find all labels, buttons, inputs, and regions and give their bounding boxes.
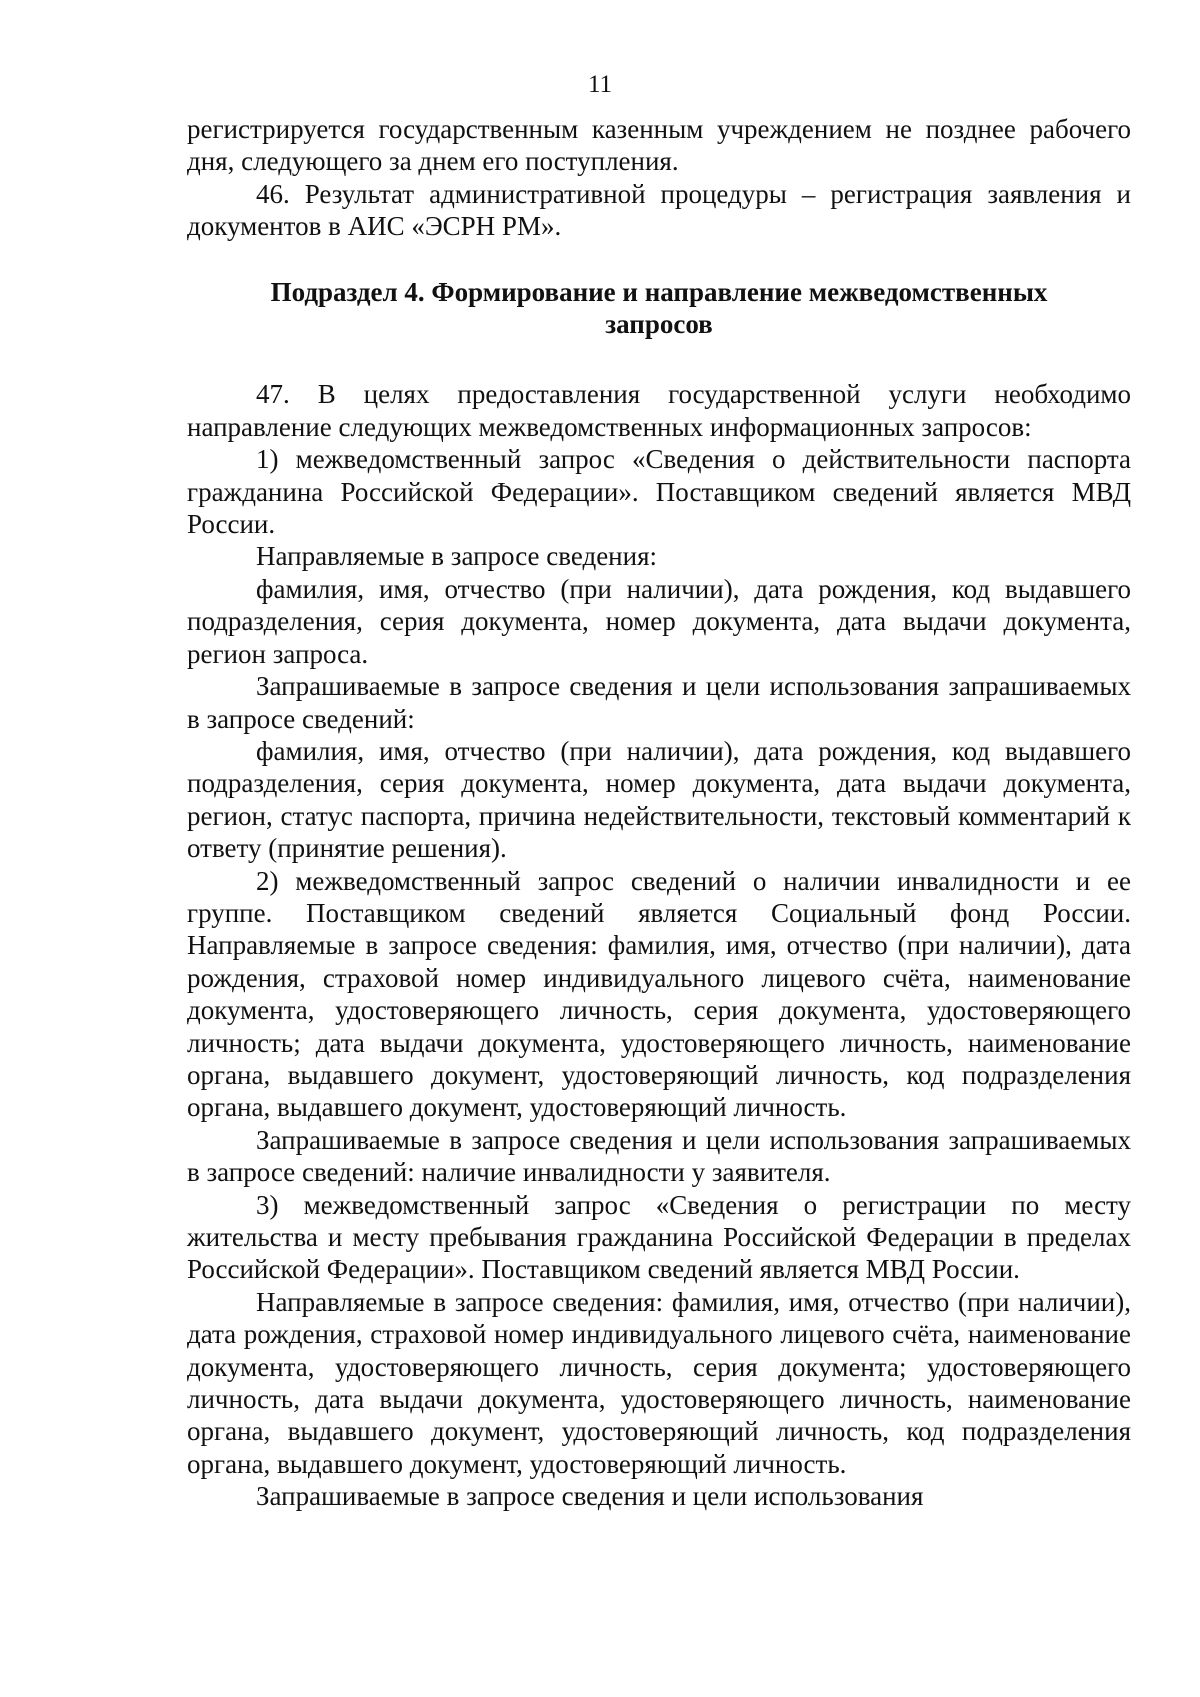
paragraph-continuation: регистрируется государственным казенным учреждением не позднее рабочего дня, следующего за днем его поступления. <box>187 114 1131 177</box>
document-body <box>187 113 1131 1513</box>
paragraph-requested-data-list: фамилия, имя, отчество (при наличии), дата рождения, код выдавшего подразделения, серия документа, номер документа, дата выдачи документа, регион, статус паспорта, причина недействительности, текстовый комментарий к ответу (принятие решения). <box>187 735 1131 864</box>
section-heading-line-2: запросов <box>605 309 713 340</box>
paragraph-requested-data-label: Запрашиваемые в запросе сведения и цели использования запрашиваемых в запросе сведений: <box>187 671 1131 734</box>
paragraph-sent-data-label: Направляемые в запросе сведения: <box>256 541 657 572</box>
section-heading-line-1: Подраздел 4. Формирование и направление межведомственных <box>270 276 1048 307</box>
paragraph-sent-data-list: фамилия, имя, отчество (при наличии), дата рождения, код выдавшего подразделения, серия документа, номер документа, дата выдачи документа, регион запроса. <box>187 573 1131 669</box>
paragraph-item-2-requested: Запрашиваемые в запросе сведения и цели использования запрашиваемых в запросе сведений: наличие инвалидности у заявителя. <box>187 1124 1131 1188</box>
paragraph-item-1: 1) межведомственный запрос «Сведения о действительности паспорта гражданина Российской Федерации». Поставщиком сведений является МВД России. <box>187 444 1131 540</box>
section-heading <box>187 276 1131 341</box>
paragraph-item-3-requested: Запрашиваемые в запросе сведения и цели использования <box>256 1481 924 1512</box>
paragraph-item-2: 2) межведомственный запрос сведений о наличии инвалидности и ее группе. Поставщиком сведений является Социальный фонд России. Направляемые в запросе сведения: фамилия, имя, отчество (при наличии), дата рождения, страховой номер индивидуального лицевого счёта, наименование документа, удостоверяющего личность, серия документа, удостоверяющего личность; дата выдачи документа, удостоверяющего личность, наименование органа, выдавшего документ, удостоверяющий личность, код подразделения органа, выдавшего документ, удостоверяющий личность. <box>187 865 1131 1123</box>
page-number: 11 <box>587 71 613 98</box>
paragraph-item-3: 3) межведомственный запрос «Сведения о регистрации по месту жительства и месту пребывания гражданина Российской Федерации в пределах Российской Федерации». Поставщиком сведений является МВД России. <box>187 1189 1131 1285</box>
paragraph-46: 46. Результат административной процедуры – регистрация заявления и документов в АИС «ЭСРН РМ». <box>187 178 1131 242</box>
paragraph-item-3-sent: Направляемые в запросе сведения: фамилия, имя, отчество (при наличии), дата рождения, страховой номер индивидуального лицевого счёта, наименование документа, удостоверяющего личность, серия документа; удостоверяющего личность, дата выдачи документа, удостоверяющего личность, наименование органа, выдавшего документ, удостоверяющий личность, код подразделения органа, выдавшего документ, удостоверяющий личность. <box>187 1286 1131 1479</box>
paragraph-47: 47. В целях предоставления государственной услуги необходимо направление следующих межведомственных информационных запросов: <box>187 379 1131 442</box>
